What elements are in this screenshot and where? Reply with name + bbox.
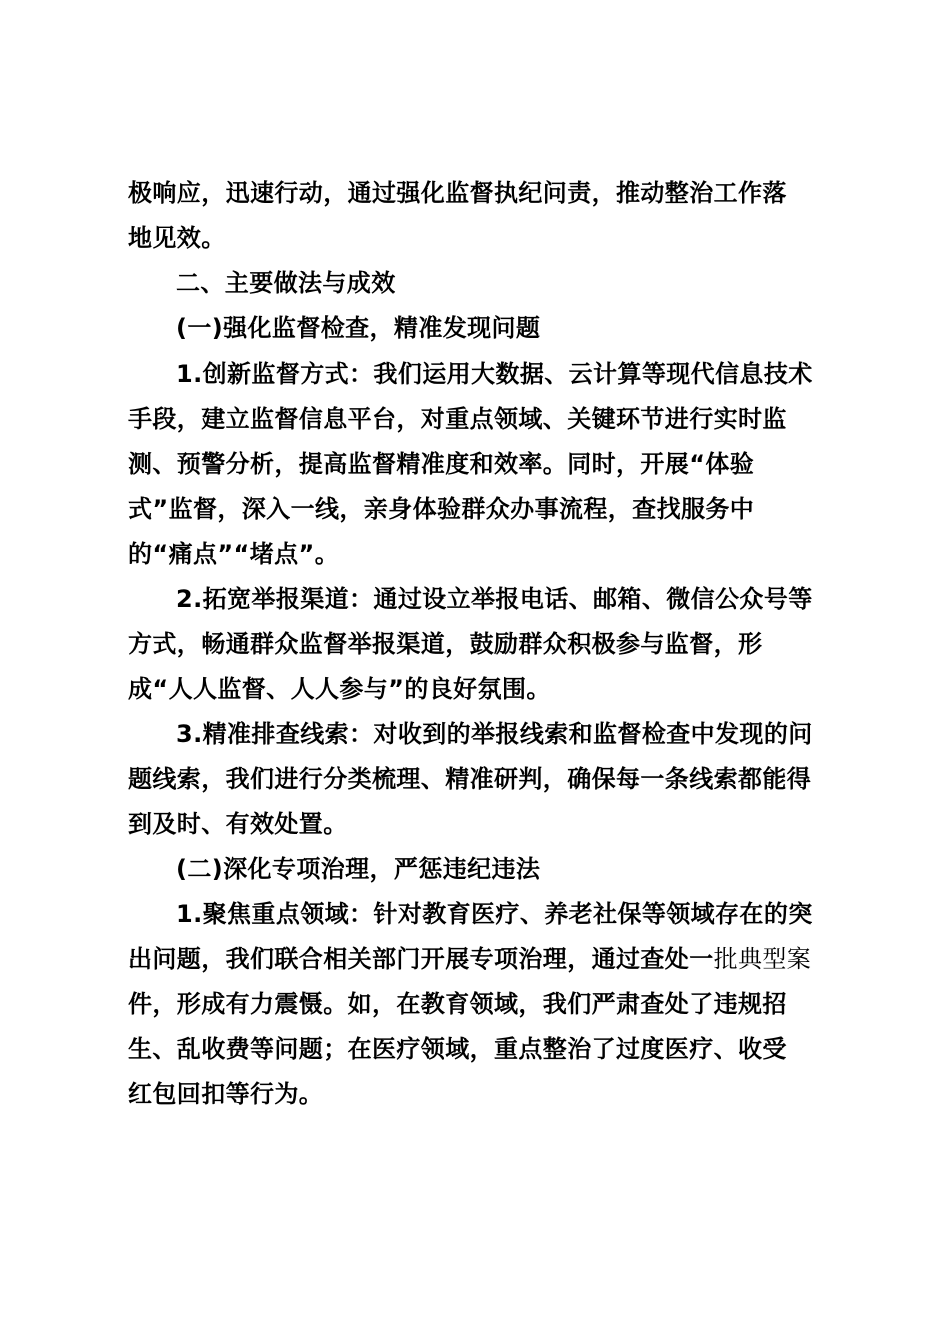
subsection-heading: (二)深化专项治理，严惩违纪违法	[176, 855, 541, 883]
subsection-heading: (一)强化监督检查，精准发现问题	[176, 314, 541, 342]
paragraph-line: 方式，畅通群众监督举报渠道，鼓励群众积极参与监督，形	[128, 630, 763, 658]
paragraph-line: 测、预警分析，提高监督精准度和效率。同时，开展“体验	[128, 450, 755, 478]
section-heading: 二、主要做法与成效	[176, 269, 396, 297]
paragraph-line: 1.聚焦重点领域：针对教育医疗、养老社保等领域存在的突	[176, 900, 813, 928]
paragraph-line-normal-part: 批典型案	[713, 945, 812, 973]
paragraph-line: 成“人人监督、人人参与”的良好氛围。	[128, 675, 551, 703]
paragraph-line: 红包回扣等行为。	[128, 1080, 324, 1108]
paragraph-line: 极响应，迅速行动，通过强化监督执纪问责，推动整治工作落	[128, 179, 787, 207]
paragraph-line: 的“痛点”“堵点”。	[128, 540, 340, 568]
paragraph-line: 到及时、有效处置。	[128, 810, 348, 838]
paragraph-line: 地见效。	[128, 224, 226, 252]
paragraph-line: 式”监督，深入一线，亲身体验群众办事流程，查找服务中	[128, 495, 755, 523]
paragraph-line: 1.创新监督方式：我们运用大数据、云计算等现代信息技术	[176, 360, 813, 388]
paragraph-line: 题线索，我们进行分类梳理、精准研判，确保每一条线索都能得	[128, 765, 812, 793]
paragraph-line: 生、乱收费等问题；在医疗领域，重点整治了过度医疗、收受	[128, 1035, 787, 1063]
paragraph-line-bold-part: 出问题，我们联合相关部门开展专项治理，通过查处一	[128, 945, 714, 973]
paragraph-line: 3.精准排查线索：对收到的举报线索和监督检查中发现的问	[176, 720, 813, 748]
paragraph-line: 件，形成有力震慑。如，在教育领域，我们严肃查处了违规招	[128, 990, 787, 1018]
paragraph-line: 2.拓宽举报渠道：通过设立举报电话、邮箱、微信公众号等	[176, 585, 813, 613]
paragraph-line	[128, 944, 811, 974]
paragraph-line: 手段，建立监督信息平台，对重点领域、关键环节进行实时监	[128, 405, 787, 433]
